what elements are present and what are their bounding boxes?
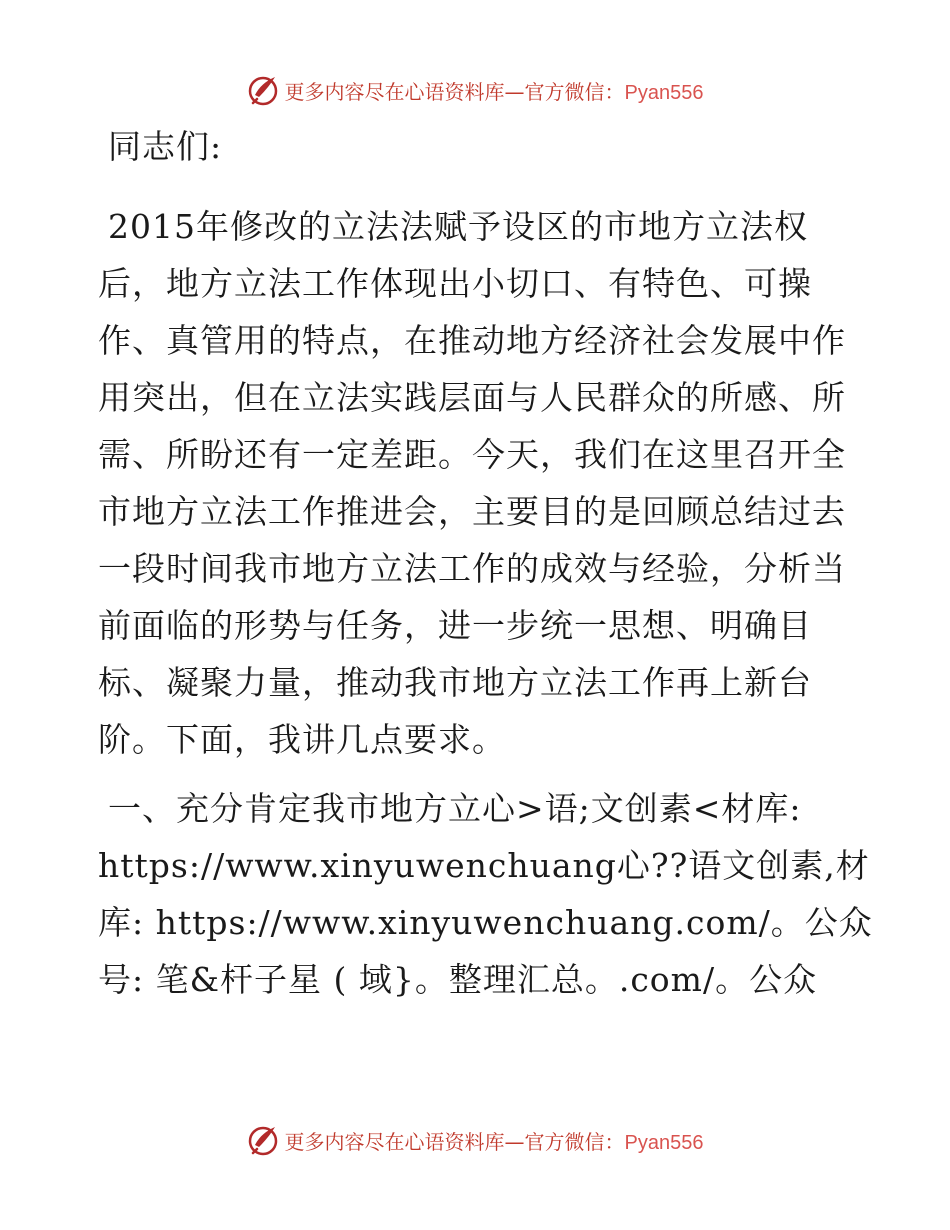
footer-banner (0, 1120, 950, 1160)
text-line: 用突出，但在立法实践层面与人民群众的所感、所 (98, 378, 846, 417)
text-line: 一段时间我市地方立法工作的成效与经验，分析当 (98, 549, 846, 588)
text-line: 标、凝聚力量，推动我市地方立法工作再上新台 (98, 663, 812, 702)
footer-wechat-id: Pyan556 (624, 1131, 704, 1154)
text-line: 库: https://www.xinyuwenchuang.com/。公众 (98, 903, 873, 942)
footer-wechat-label: 官方微信： (524, 1129, 625, 1154)
footer-banner-text (285, 1126, 704, 1155)
paragraph-intro (98, 198, 858, 768)
document-body (98, 122, 873, 1020)
header-site-text: 更多内容尽在心语资料库 (284, 79, 505, 104)
text-line: 市地方立法工作推进会，主要目的是回顾总结过去 (98, 492, 846, 531)
text-line: 2015年修改的立法法赋予设区的市地方立法权 (108, 207, 808, 246)
salutation: 同志们: (108, 127, 223, 166)
text-line: 前面临的形势与任务，进一步统一思想、明确目 (98, 606, 812, 645)
footer-dash: — (504, 1129, 525, 1154)
text-line: 号: 笔&杆子星 ( 域}。整理汇总。.com/。公众 (98, 960, 818, 999)
header-dash: — (504, 79, 525, 104)
header-banner (0, 70, 950, 110)
footer-site-text: 更多内容尽在心语资料库 (284, 1129, 505, 1154)
text-line: 作、真管用的特点，在推动地方经济社会发展中作 (98, 321, 846, 360)
quill-logo-icon (247, 73, 281, 107)
text-line: https://www.xinyuwenchuang心??语文创素,材 (98, 846, 870, 885)
text-line: 阶。下面，我讲几点要求。 (98, 720, 506, 759)
text-line: 一、充分肯定我市地方立心>语;文创素<材库: (108, 789, 802, 828)
quill-logo-icon (247, 1123, 281, 1157)
header-wechat-id: Pyan556 (624, 81, 704, 104)
paragraph-section-one (98, 780, 873, 1008)
text-line: 需、所盼还有一定差距。今天，我们在这里召开全 (98, 435, 846, 474)
header-banner-text (285, 76, 704, 105)
text-line: 后，地方立法工作体现出小切口、有特色、可操 (98, 264, 812, 303)
header-wechat-label: 官方微信： (524, 79, 625, 104)
